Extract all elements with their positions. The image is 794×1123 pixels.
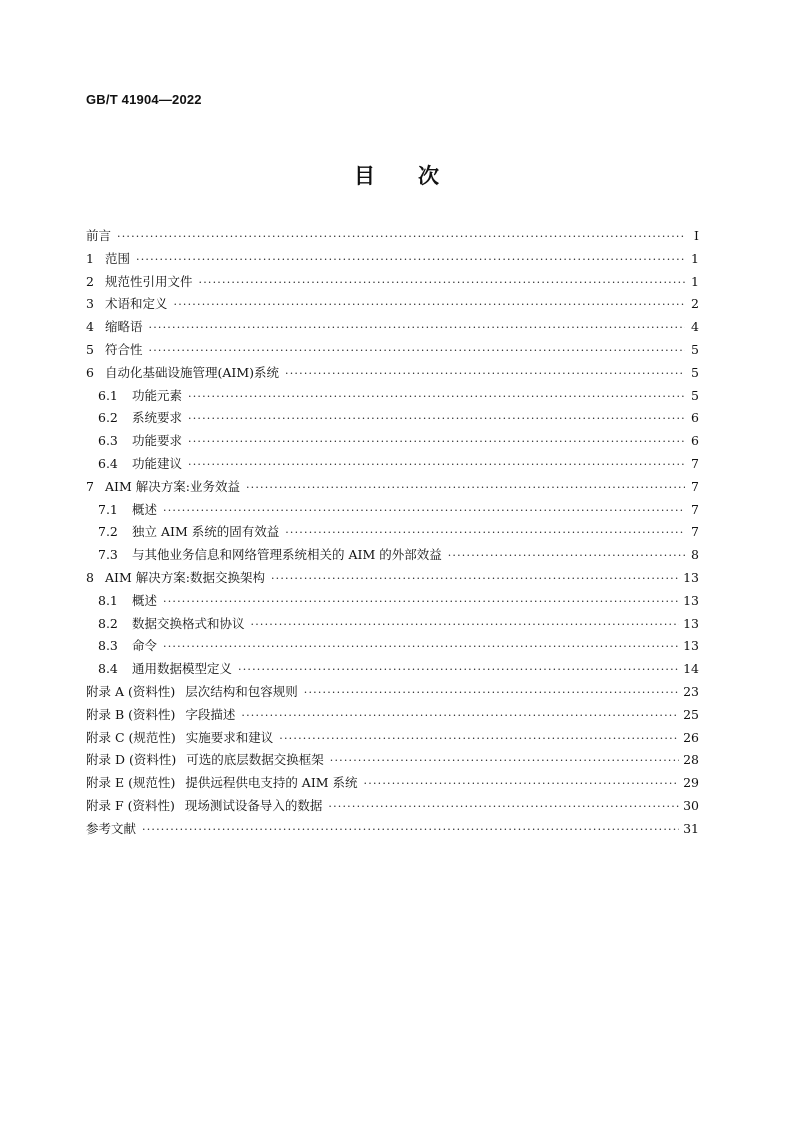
toc-page-number: 30 xyxy=(683,797,699,813)
toc-leader-dots xyxy=(174,298,685,311)
toc-page-number: 7 xyxy=(691,501,699,517)
toc-entry[interactable] xyxy=(86,317,699,340)
toc-entry-title: 与其他业务信息和网络管理系统相关的 AIM 的外部效益 xyxy=(132,547,442,563)
toc-entry-title: 自动化基础设施管理(AIM)系统 xyxy=(105,364,280,380)
toc-entry-number: 8 xyxy=(86,569,94,585)
toc-page-number: 7 xyxy=(691,524,699,540)
toc-entry[interactable] xyxy=(86,614,699,637)
toc-entry-number: 2 xyxy=(86,273,94,289)
toc-leader-dots xyxy=(241,709,679,722)
toc-page-number: 7 xyxy=(691,478,699,494)
toc-entry[interactable] xyxy=(86,249,699,272)
toc-entry-number: 4 xyxy=(86,319,94,335)
toc-entry[interactable] xyxy=(86,773,699,796)
toc-entry[interactable] xyxy=(86,750,699,773)
toc-page-number: 29 xyxy=(683,775,699,791)
toc-leader-dots xyxy=(304,686,679,699)
toc-page-number: 26 xyxy=(683,729,699,745)
toc-entry-number: 7.2 xyxy=(98,524,118,540)
toc-leader-dots xyxy=(188,458,685,471)
toc-entry-number: 7 xyxy=(86,478,94,494)
toc-page-number: 5 xyxy=(691,364,699,380)
toc-page-number: 8 xyxy=(691,547,699,563)
toc-entry-number: 7.1 xyxy=(98,501,118,517)
toc-leader-dots xyxy=(448,549,685,562)
toc-entry[interactable] xyxy=(86,591,699,614)
toc-entry[interactable] xyxy=(86,636,699,659)
toc-page-number: 28 xyxy=(683,752,699,768)
toc-page-number: 6 xyxy=(691,433,699,449)
toc-entry-title: 层次结构和包容规则 xyxy=(185,683,298,699)
toc-entry-title: 参考文献 xyxy=(86,820,137,836)
toc-annex-label: 附录 D (资料性) xyxy=(86,752,177,768)
toc-entry[interactable] xyxy=(86,819,699,842)
toc-entry-number: 8.4 xyxy=(98,661,118,677)
toc-entry-title: 系统要求 xyxy=(132,410,183,426)
toc-entry[interactable] xyxy=(86,431,699,454)
toc-entry[interactable] xyxy=(86,363,699,386)
toc-page-number: 14 xyxy=(683,661,699,677)
toc-entry-number: 6.1 xyxy=(98,387,118,403)
toc-entry[interactable] xyxy=(86,659,699,682)
toc-leader-dots xyxy=(246,481,685,494)
toc-entry-number: 8.2 xyxy=(98,615,118,631)
toc-entry[interactable] xyxy=(86,682,699,705)
toc-entry-title: AIM 解决方案:数据交换架构 xyxy=(105,569,265,585)
toc-entry-number: 8.3 xyxy=(98,638,118,654)
toc-leader-dots xyxy=(238,663,679,676)
toc-entry-number: 6.4 xyxy=(98,455,118,471)
toc-leader-dots xyxy=(279,732,679,745)
toc-leader-dots xyxy=(364,777,680,790)
toc-entry[interactable] xyxy=(86,522,699,545)
page-title xyxy=(0,160,794,190)
toc-entry[interactable] xyxy=(86,796,699,819)
toc-leader-dots xyxy=(285,367,685,380)
toc-page-number: 1 xyxy=(691,273,699,289)
toc-page-number: 13 xyxy=(683,592,699,608)
toc-leader-dots xyxy=(271,572,679,585)
toc-page-number: 4 xyxy=(691,319,699,335)
toc-annex-label: 附录 F (资料性) xyxy=(86,797,175,813)
toc-entry-number: 6.3 xyxy=(98,433,118,449)
toc-entry-title: 符合性 xyxy=(105,341,143,357)
toc-leader-dots xyxy=(188,435,685,448)
toc-page-number: 5 xyxy=(691,387,699,403)
toc-entry-number: 7.3 xyxy=(98,547,118,563)
toc-entry-title: 功能要求 xyxy=(132,433,183,449)
toc-page-number: 25 xyxy=(683,706,699,722)
toc-entry[interactable] xyxy=(86,386,699,409)
toc-leader-dots xyxy=(328,800,679,813)
toc-leader-dots xyxy=(149,344,685,357)
toc-page-number: 13 xyxy=(683,569,699,585)
toc-entry-title: 功能建议 xyxy=(132,455,183,471)
toc-entry[interactable] xyxy=(86,226,699,249)
toc-entry[interactable] xyxy=(86,477,699,500)
toc-page-number: 23 xyxy=(683,683,699,699)
toc-entry-title: 字段描述 xyxy=(185,706,236,722)
toc-entry-title: 术语和定义 xyxy=(105,296,168,312)
toc-page-number: 6 xyxy=(691,410,699,426)
table-of-contents xyxy=(86,226,699,842)
standard-code: GB/T 41904—2022 xyxy=(86,92,202,107)
toc-entry-title: 缩略语 xyxy=(105,319,143,335)
toc-annex-label: 附录 A (资料性) xyxy=(86,683,176,699)
toc-annex-label: 附录 B (资料性) xyxy=(86,706,176,722)
toc-entry[interactable] xyxy=(86,454,699,477)
toc-entry-title: 前言 xyxy=(86,228,112,243)
toc-entry-title: 提供远程供电支持的 AIM 系统 xyxy=(185,775,358,791)
toc-entry-title: 范围 xyxy=(105,250,131,266)
toc-leader-dots xyxy=(163,640,679,653)
toc-leader-dots xyxy=(199,276,685,289)
toc-leader-dots xyxy=(188,412,685,425)
toc-entry[interactable] xyxy=(86,408,699,431)
toc-leader-dots xyxy=(163,504,685,517)
toc-leader-dots xyxy=(285,526,685,539)
toc-entry[interactable] xyxy=(86,728,699,751)
title-char-1: 目 xyxy=(354,164,376,188)
toc-entry[interactable] xyxy=(86,545,699,568)
toc-entry-title: 通用数据模型定义 xyxy=(132,661,233,677)
toc-page-number: 2 xyxy=(691,296,699,312)
toc-page-number: 31 xyxy=(683,820,699,836)
toc-leader-dots xyxy=(136,253,685,266)
toc-entry-number: 8.1 xyxy=(98,592,118,608)
toc-page-number: 5 xyxy=(691,341,699,357)
toc-leader-dots xyxy=(149,321,685,334)
toc-entry[interactable] xyxy=(86,294,699,317)
toc-leader-dots xyxy=(188,390,685,403)
toc-entry[interactable] xyxy=(86,272,699,295)
title-char-2: 次 xyxy=(418,164,440,188)
toc-entry-title: 功能元素 xyxy=(132,387,183,403)
toc-leader-dots xyxy=(142,823,679,836)
toc-annex-label: 附录 E (规范性) xyxy=(86,775,176,791)
toc-page-number: 13 xyxy=(683,638,699,654)
toc-entry[interactable] xyxy=(86,340,699,363)
toc-entry-title: 可选的底层数据交换框架 xyxy=(186,752,324,768)
toc-entry-title: AIM 解决方案:业务效益 xyxy=(105,478,240,494)
toc-entry-title: 数据交换格式和协议 xyxy=(132,615,245,631)
toc-entry[interactable] xyxy=(86,705,699,728)
toc-entry-title: 独立 AIM 系统的固有效益 xyxy=(132,524,280,540)
toc-leader-dots xyxy=(330,754,679,767)
toc-entry-title: 概述 xyxy=(132,592,158,608)
toc-entry-title: 规范性引用文件 xyxy=(105,273,193,289)
toc-entry-title: 概述 xyxy=(132,501,158,517)
toc-leader-dots xyxy=(251,618,680,631)
toc-page-number: 13 xyxy=(683,615,699,631)
toc-entry[interactable] xyxy=(86,568,699,591)
toc-page-number: Ⅰ xyxy=(694,228,699,243)
toc-leader-dots xyxy=(117,230,685,243)
toc-page-number: 7 xyxy=(691,455,699,471)
toc-entry-title: 实施要求和建议 xyxy=(185,729,274,745)
toc-entry[interactable] xyxy=(86,500,699,523)
toc-entry-number: 5 xyxy=(86,341,94,357)
toc-entry-title: 现场测试设备导入的数据 xyxy=(184,797,323,813)
toc-entry-number: 3 xyxy=(86,296,94,312)
toc-entry-number: 1 xyxy=(86,250,94,266)
toc-entry-number: 6 xyxy=(86,364,94,380)
toc-page-number: 1 xyxy=(691,250,699,266)
toc-annex-label: 附录 C (规范性) xyxy=(86,729,176,745)
toc-entry-title: 命令 xyxy=(132,638,158,654)
toc-leader-dots xyxy=(163,595,679,608)
toc-entry-number: 6.2 xyxy=(98,410,118,426)
